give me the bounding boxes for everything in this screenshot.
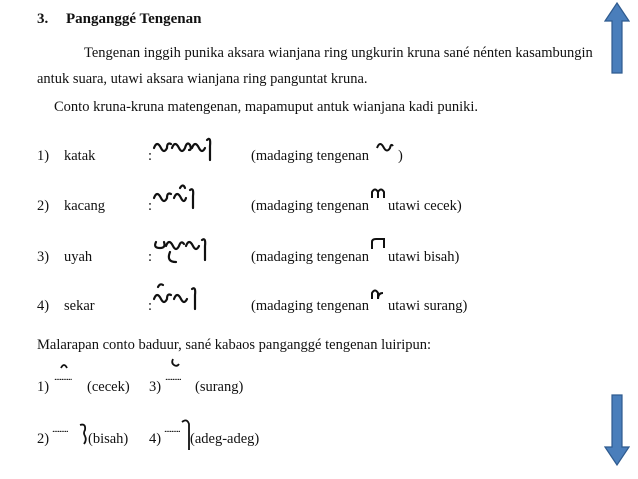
surang-mark-icon <box>169 357 181 369</box>
paragraph-1-line-1: Tengenan inggih punika aksara wianjana ring ungkurin kruna sané nénten kasambungin <box>84 45 593 61</box>
example-note-prefix: (madaging tengenan <box>251 298 369 314</box>
section-heading <box>37 10 201 28</box>
sandangan-label: (surang) <box>195 379 244 395</box>
balinese-tengenan-nga <box>370 186 388 200</box>
sandangan-row-2 <box>0 423 638 452</box>
sandangan-label: (cecek) <box>87 379 130 395</box>
paragraph-2: Conto kruna-kruna matengenan, mapamuput antuk wianjana kadi puniki. <box>54 99 479 115</box>
balinese-tengenan-ra <box>370 287 388 301</box>
malarapan-sentence: Malarapan conto baduur, sané kabaos panganggé tengenan luiripun: <box>37 337 432 353</box>
balinese-script-kacang <box>152 182 197 210</box>
arrow-up-shape <box>605 3 629 73</box>
sandangan-dots: .......... <box>54 371 72 383</box>
example-note-prefix: (madaging tengenan <box>251 198 369 214</box>
example-word: katak <box>64 148 96 164</box>
balinese-tengenan-ta <box>375 138 395 152</box>
cecek-mark-icon <box>58 360 70 370</box>
sandangan-dots: ......... <box>165 371 181 383</box>
example-number: 1) <box>37 148 50 164</box>
arrow-down-shape <box>605 395 629 465</box>
sandangan-dots: ......... <box>52 423 68 435</box>
adeg-adeg-mark-icon <box>180 418 192 452</box>
sandangan-dots: ......... <box>164 423 180 435</box>
sandangan-number: 3) <box>149 379 162 395</box>
scroll-down-arrow-icon[interactable] <box>604 394 630 466</box>
example-note-suffix: utawi surang) <box>388 298 468 314</box>
paragraph-1-line-2: antuk suara, utawi aksara wianjana ring panguntat kruna. <box>37 71 368 87</box>
example-colon: : <box>148 298 153 314</box>
example-note-suffix: utawi cecek) <box>388 198 462 214</box>
example-note-prefix: (madaging tengenan <box>251 249 369 265</box>
sandangan-label: (bisah) <box>88 431 129 447</box>
sandangan-row-1 <box>0 371 638 400</box>
example-word: kacang <box>64 198 106 214</box>
example-number: 2) <box>37 198 50 214</box>
balinese-script-sekar <box>152 281 202 311</box>
scroll-up-arrow-icon[interactable] <box>604 2 630 74</box>
example-number: 4) <box>37 298 50 314</box>
example-colon: : <box>148 148 153 164</box>
balinese-script-uyah <box>152 234 212 266</box>
sandangan-number: 4) <box>149 431 162 447</box>
example-number: 3) <box>37 249 50 265</box>
sandangan-number: 2) <box>37 431 50 447</box>
example-note-prefix: (madaging tengenan <box>251 148 369 164</box>
example-colon: : <box>148 198 153 214</box>
example-note-suffix: utawi bisah) <box>388 249 460 265</box>
example-word: uyah <box>64 249 93 265</box>
sandangan-number: 1) <box>37 379 50 395</box>
example-note-suffix: ) <box>398 148 403 164</box>
example-colon: : <box>148 249 153 265</box>
sandangan-label: (adeg-adeg) <box>190 431 260 447</box>
balinese-tengenan-ha <box>370 237 388 251</box>
balinese-script-katak <box>152 134 212 160</box>
section-number: 3. <box>37 11 49 27</box>
section-title: Panganggé Tengenan <box>66 11 202 27</box>
example-word: sekar <box>64 298 95 314</box>
bisah-mark-icon <box>78 422 88 446</box>
